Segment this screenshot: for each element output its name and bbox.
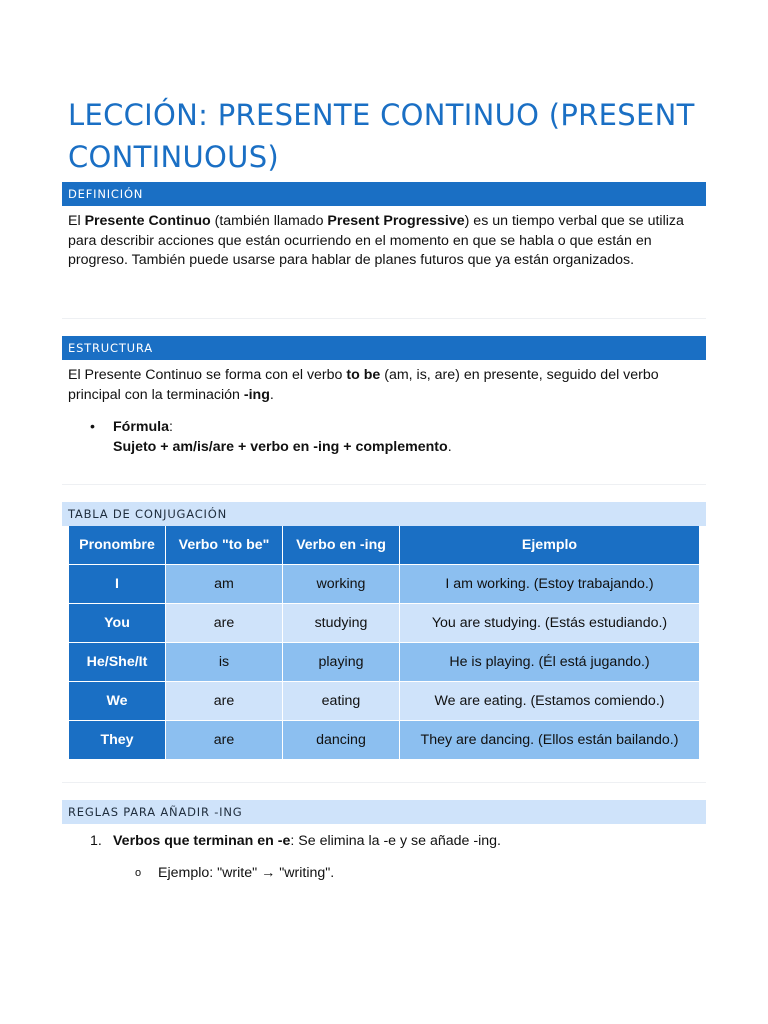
to-be-cell: am [166,565,283,604]
column-header: Ejemplo [400,526,700,565]
formula-text: Fórmula: Sujeto + am/is/are + verbo en -ing + complemento. [113,419,452,455]
column-header: Pronombre [69,526,166,565]
ing-verb-cell: dancing [283,721,400,760]
section-divider [62,484,706,485]
to-be-cell: are [166,682,283,721]
table-row [69,643,700,682]
pronoun-cell: He/She/It [69,643,166,682]
example-cell: They are dancing. (Ellos están bailando.) [400,721,700,760]
rule-text: Verbos que terminan en -e: Se elimina la -e y se añade -ing. [113,833,501,849]
rule-example-text: Ejemplo: "write" → "writing". [158,865,335,881]
example-cell: He is playing. (Él está jugando.) [400,643,700,682]
page-title: LECCIÓN: PRESENTE CONTINUO (PRESENT CONTINUOUS) [68,98,695,174]
to-be-cell: are [166,721,283,760]
section-heading-estructura: ESTRUCTURA [62,336,706,360]
circle-bullet-icon: o [135,867,142,879]
section-heading-reglas: REGLAS PARA AÑADIR -ING [62,800,706,824]
to-be-cell: are [166,604,283,643]
table-row [69,604,700,643]
column-header: Verbo en -ing [283,526,400,565]
section-divider [62,318,706,319]
ing-verb-cell: playing [283,643,400,682]
section-divider [62,782,706,783]
definition-paragraph: El Presente Continuo (también llamado Present Progressive) es un tiempo verbal que se utiliza para describir acciones que están ocurriendo en el momento en que se habla o que están en progreso. También puede usarse para hablar de planes futuros que ya están organizados. [68,213,684,268]
example-cell: We are eating. (Estamos comiendo.) [400,682,700,721]
conjugation-table [69,526,700,760]
bullet-icon: • [90,419,95,435]
table-row [69,721,700,760]
list-number: 1. [90,833,102,849]
pronoun-cell: I [69,565,166,604]
to-be-cell: is [166,643,283,682]
table-row [69,565,700,604]
pronoun-cell: We [69,682,166,721]
ing-verb-cell: eating [283,682,400,721]
structure-paragraph: El Presente Continuo se forma con el verbo to be (am, is, are) en presente, seguido del verbo principal con la terminación -ing. [68,367,659,403]
section-heading-tabla: TABLA DE CONJUGACIÓN [62,502,706,526]
example-cell: You are studying. (Estás estudiando.) [400,604,700,643]
table-row [69,682,700,721]
pronoun-cell: You [69,604,166,643]
ing-verb-cell: studying [283,604,400,643]
ing-verb-cell: working [283,565,400,604]
table-header-row [69,526,700,565]
section-heading-definicion: DEFINICIÓN [62,182,706,206]
pronoun-cell: They [69,721,166,760]
column-header: Verbo "to be" [166,526,283,565]
example-cell: I am working. (Estoy trabajando.) [400,565,700,604]
